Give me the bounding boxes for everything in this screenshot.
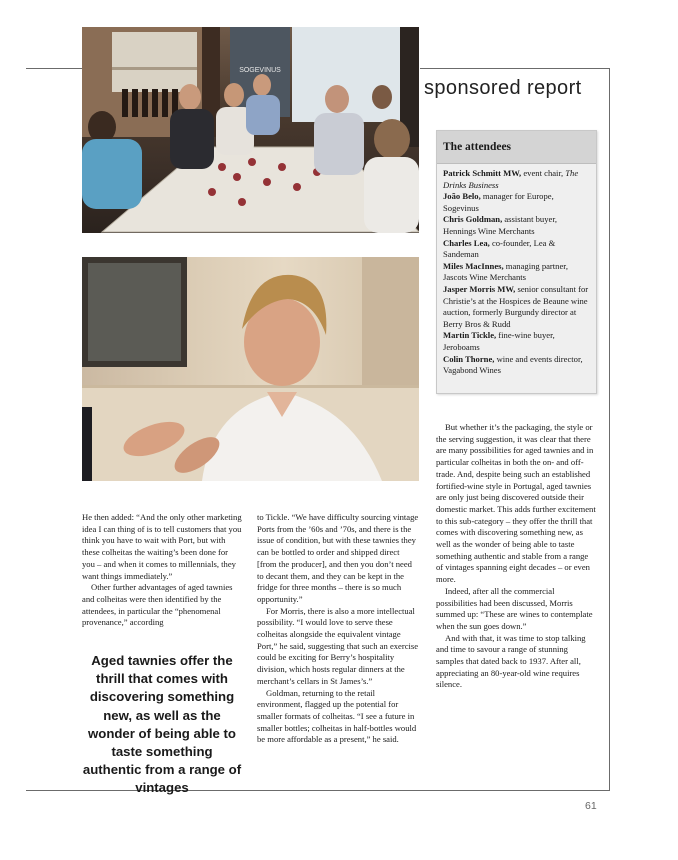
frame-rule-right	[609, 68, 610, 790]
attendee-name: João Belo,	[443, 191, 481, 202]
paragraph: And with that, it was time to stop talking and time to savour a range of stunning samples that dated back to 1937. After all, appreciating an 80-year-old wine requires silence.	[436, 632, 586, 690]
photo-tasting-table-illustration	[82, 27, 419, 233]
attendee-role: event chair,	[521, 168, 566, 178]
attendees-box	[436, 130, 597, 394]
page-number: 61	[585, 800, 597, 812]
attendee-name: Colin Thorne,	[443, 353, 495, 364]
attendees-list	[437, 164, 596, 377]
banner-sign-text: SOGEVINUS	[239, 67, 281, 74]
attendee-role: fine-wine buyer, Jeroboams	[443, 330, 555, 352]
article-column-2	[257, 512, 419, 746]
paragraph: Indeed, after all the commercial possibilities had been discussed, Morris summed up: “These are wines to contemplate when the sun goes down.”	[436, 585, 593, 631]
attendee-role: senior consultant for Christie’s at the Hospices de Beaune wine auction, formerly Burgundy director at Berry Bros & Rudd	[443, 283, 589, 329]
attendee-role: manager for Europe, Sogevinus	[443, 191, 554, 213]
attendee-name: Jasper Morris MW,	[443, 283, 516, 294]
paragraph: But whether it’s the packaging, the style or the serving suggestion, it was clear that there are many possibilities for aged tawnies and in particular colheitas in both the on- and off-trade. And, despite being such an established fortified-wine style in Portugal, aged tawnies are only just being discovered outside their domestic market. This adds further excitement to this sub-category – they offer the thrill that comes with discovering something new, as well as the wonder of being able to taste something authentic and stable from a range of vintages spanning eight decades – or even more.	[436, 422, 596, 585]
photo-tasting-table	[82, 27, 419, 233]
attendees-title: The attendees	[437, 131, 596, 164]
attendee-role: managing partner, Jascots Wine Merchants	[443, 260, 568, 283]
attendee-entry	[443, 284, 590, 330]
attendee-name: Miles MacInnes,	[443, 260, 504, 271]
paragraph: He then added: “And the only other marketing idea I can thing of is to tell customers that you think you have to wait with Port, but with these colheitas the waiting’s been done for you – and when it comes to millennials, they want things immediately.”	[82, 512, 242, 581]
paragraph: Goldman, returning to the retail environment, flagged up the potential for smaller formats of colheitas. “I see a future in smaller bottles; colheitas in half-bottles would be more affordable as a present,” he said.	[257, 687, 417, 745]
attendee-role: co-founder, Lea & Sandeman	[443, 237, 556, 260]
attendee-entry	[443, 238, 590, 261]
article-column-1	[82, 512, 242, 629]
attendee-role-italic: The Drinks Business	[443, 168, 579, 190]
attendee-entry	[443, 261, 590, 284]
photo-speaker-portrait	[82, 257, 419, 481]
pull-quote: Aged tawnies offer the thrill that comes with discovering something new, as well as the wonder of being able to taste something authentic from a range of vintages	[82, 653, 242, 796]
attendee-name: Patrick Schmitt MW,	[443, 168, 522, 178]
frame-rule-top-right	[420, 68, 610, 69]
attendee-entry	[443, 214, 590, 237]
attendee-name: Charles Lea,	[443, 237, 490, 248]
paragraph: to Tickle. “We have difficulty sourcing vintage Ports from the ’60s and ’70s, and there is the issue of condition, but with these tawnies they can be bottled to order and shipped direct [from the producer], and then you don’t need to decant them, and they can be kept in the fridge for three months – there is so much opportunity.”	[257, 512, 419, 604]
paragraph: Other further advantages of aged tawnies and colheitas were then identified by the attendees, in particular the “phenomenal provenance,” according	[82, 582, 233, 628]
photo-speaker-portrait-illustration	[82, 257, 419, 481]
attendee-name: Martin Tickle,	[443, 330, 497, 341]
attendee-role: assistant buyer, Hennings Wine Merchants	[443, 214, 558, 236]
frame-rule-top-left	[26, 68, 82, 69]
attendee-entry	[443, 191, 590, 214]
attendee-role: wine and events director, Vagabond Wines	[443, 353, 583, 376]
article-column-3	[436, 422, 596, 691]
attendee-entry	[443, 168, 590, 191]
attendee-name: Chris Goldman,	[443, 214, 503, 225]
attendee-entry	[443, 354, 590, 377]
attendee-entry	[443, 330, 590, 353]
paragraph: For Morris, there is also a more intellectual possibility. “I would love to serve these colheitas alongside the equivalent vintage Port,” he said, suggesting that such an exercise could be exciting for Berry’s hospitality division, which hosts regular dinners at the merchant’s cellars in St James’s.”	[257, 605, 419, 686]
section-label: sponsored report	[424, 77, 582, 99]
